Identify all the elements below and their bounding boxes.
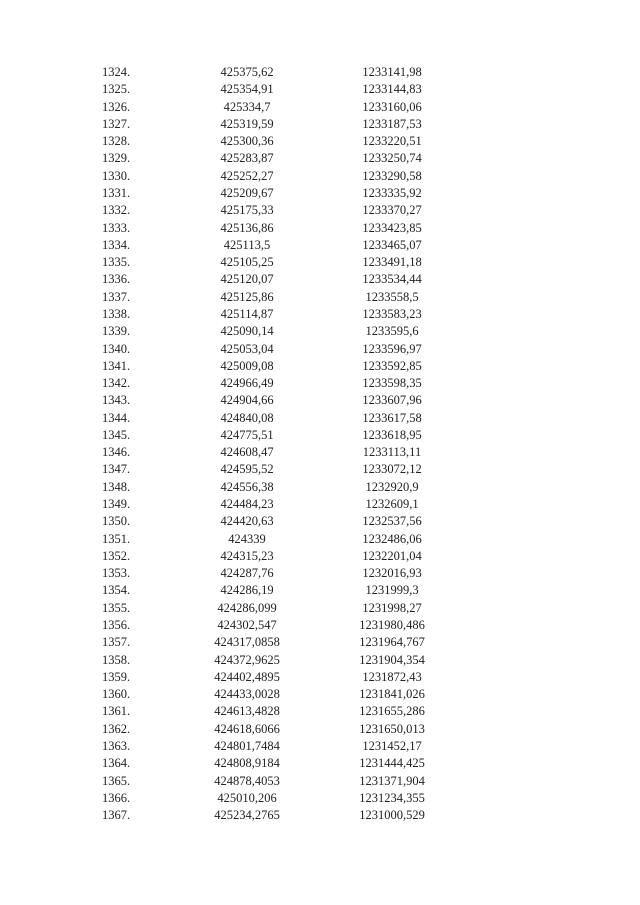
y-coordinate-cell: 1233534,44 [362,272,422,287]
point-number-cell: 1340. [102,341,131,356]
x-coordinate-cell: 424302,547 [217,618,277,632]
point-number-cell: 1324. [102,65,131,79]
x-coordinate-cell: 425090,14 [220,324,274,339]
table-row [102,548,452,565]
coordinates-table-body [102,64,452,824]
table-row [102,773,452,790]
x-coordinate-cell: 424420,63 [220,514,274,529]
point-number-cell: 1366. [102,790,131,805]
point-number-cell: 1355. [102,600,131,615]
x-coordinate-cell: 425354,91 [220,82,274,97]
y-coordinate-cell: 1233187,53 [362,116,422,131]
x-coordinate-cell: 425209,67 [220,185,274,200]
point-number-cell: 1344. [102,410,131,425]
table-row [102,133,452,150]
y-coordinate-cell: 1232537,56 [362,514,422,529]
point-number-cell: 1332. [102,203,131,218]
y-coordinate-cell: 1233144,83 [362,82,422,97]
table-row [102,306,452,323]
y-coordinate-cell: 1231904,354 [359,652,425,667]
y-coordinate-cell: 1231964,767 [359,635,425,650]
x-coordinate-cell: 424339 [228,531,266,546]
point-number-cell: 1357. [102,635,131,650]
x-coordinate-cell: 425234,2765 [214,808,280,823]
y-coordinate-cell: 1233423,85 [362,220,422,235]
y-coordinate-cell: 1233491,18 [362,255,422,270]
y-coordinate-cell: 1231999,3 [365,583,419,598]
y-coordinate-cell: 1233617,58 [362,410,422,425]
y-coordinate-cell: 1233598,35 [362,376,422,391]
y-coordinate-cell: 1231234,355 [359,790,425,805]
x-coordinate-cell: 425120,07 [220,272,274,287]
table-row [102,237,452,254]
x-coordinate-cell: 424608,47 [220,445,274,460]
point-number-cell: 1325. [102,82,131,97]
table-row [102,686,452,703]
x-coordinate-cell: 424317,0858 [214,635,280,650]
x-coordinate-cell: 424878,4053 [214,773,280,788]
x-coordinate-cell: 424840,08 [220,410,274,425]
y-coordinate-cell: 1232016,93 [362,566,422,581]
table-row [102,582,452,599]
y-coordinate-cell: 1233290,58 [362,168,422,183]
table-row [102,116,452,133]
table-row [102,150,452,167]
point-number-cell: 1330. [102,168,131,183]
y-coordinate-cell: 1233072,12 [362,462,422,477]
x-coordinate-cell: 424433,0028 [214,687,280,702]
y-coordinate-cell: 1232609,1 [365,497,419,512]
x-coordinate-cell: 425125,86 [220,289,274,304]
x-coordinate-cell: 424775,51 [220,427,274,442]
y-coordinate-cell: 1233592,85 [362,358,422,373]
y-coordinate-cell: 1231650,013 [359,721,425,736]
table-row [102,64,452,81]
x-coordinate-cell: 424966,49 [220,376,274,391]
point-number-cell: 1335. [102,255,131,270]
x-coordinate-cell: 424402,4895 [214,669,280,684]
y-coordinate-cell: 1232201,04 [362,548,422,563]
point-number-cell: 1346. [102,445,131,460]
x-coordinate-cell: 425136,86 [220,220,274,235]
table-row [102,617,452,634]
point-number-cell: 1333. [102,220,131,235]
x-coordinate-cell: 424801,7484 [214,738,280,753]
y-coordinate-cell: 1233160,06 [362,99,422,114]
point-number-cell: 1329. [102,151,131,166]
y-coordinate-cell: 1231841,026 [359,687,425,702]
point-number-cell: 1326. [102,99,131,114]
y-coordinate-cell: 1233250,74 [362,151,422,166]
y-coordinate-cell: 1233596,97 [362,341,422,356]
table-row [102,168,452,185]
x-coordinate-cell: 424904,66 [220,393,274,408]
y-coordinate-cell: 1233113,11 [362,445,422,460]
y-coordinate-cell: 1231980,486 [359,618,425,632]
x-coordinate-cell: 425283,87 [220,151,274,166]
table-row [102,755,452,772]
point-number-cell: 1339. [102,324,131,339]
x-coordinate-cell: 425053,04 [220,341,274,356]
point-number-cell: 1327. [102,116,131,131]
point-number-cell: 1351. [102,531,131,546]
table-row [102,99,452,116]
y-coordinate-cell: 1231452,17 [362,738,422,753]
table-row [102,496,452,513]
point-number-cell: 1328. [102,134,131,149]
point-number-cell: 1356. [102,618,131,632]
x-coordinate-cell: 424808,9184 [214,756,280,771]
table-row [102,669,452,686]
x-coordinate-cell: 425113,5 [223,237,271,252]
y-coordinate-cell: 1233141,98 [362,65,422,79]
table-row [102,807,452,824]
point-number-cell: 1345. [102,427,131,442]
x-coordinate-cell: 424286,099 [217,600,277,615]
y-coordinate-cell: 1233220,51 [362,134,422,149]
point-number-cell: 1359. [102,669,131,684]
y-coordinate-cell: 1231444,425 [359,756,425,771]
point-number-cell: 1349. [102,497,131,512]
y-coordinate-cell: 1231872,43 [362,669,422,684]
table-row [102,461,452,478]
point-number-cell: 1347. [102,462,131,477]
x-coordinate-cell: 425319,59 [220,116,274,131]
y-coordinate-cell: 1231655,286 [359,704,425,719]
table-row [102,703,452,720]
coordinates-table [102,64,452,824]
point-number-cell: 1365. [102,773,131,788]
point-number-cell: 1350. [102,514,131,529]
y-coordinate-cell: 1233465,07 [362,237,422,252]
x-coordinate-cell: 425010,206 [217,790,277,805]
x-coordinate-cell: 425300,36 [220,134,274,149]
y-coordinate-cell: 1233618,95 [362,427,422,442]
x-coordinate-cell: 425105,25 [220,255,274,270]
point-number-cell: 1338. [102,306,131,321]
x-coordinate-cell: 424286,19 [220,583,274,598]
table-row [102,341,452,358]
table-row [102,202,452,219]
table-row [102,81,452,98]
table-row [102,600,452,617]
x-coordinate-cell: 424556,38 [220,479,274,494]
table-row [102,323,452,340]
point-number-cell: 1364. [102,756,131,771]
table-row [102,531,452,548]
table-row [102,444,452,461]
table-row [102,220,452,237]
x-coordinate-cell: 425175,33 [220,203,274,218]
table-row [102,271,452,288]
x-coordinate-cell: 425009,08 [220,358,274,373]
table-row [102,634,452,651]
y-coordinate-cell: 1231998,27 [362,600,422,615]
x-coordinate-cell: 425334,7 [223,99,271,114]
x-coordinate-cell: 425375,62 [220,65,274,79]
table-row [102,738,452,755]
y-coordinate-cell: 1231000,529 [359,808,425,823]
y-coordinate-cell: 1232920,9 [365,479,419,494]
table-row [102,410,452,427]
table-row [102,479,452,496]
point-number-cell: 1358. [102,652,131,667]
x-coordinate-cell: 425252,27 [220,168,274,183]
y-coordinate-cell: 1233558,5 [365,289,419,304]
y-coordinate-cell: 1233335,92 [362,185,422,200]
point-number-cell: 1362. [102,721,131,736]
table-row [102,358,452,375]
table-row [102,427,452,444]
x-coordinate-cell: 424372,9625 [214,652,280,667]
y-coordinate-cell: 1233595,6 [365,324,419,339]
point-number-cell: 1361. [102,704,131,719]
point-number-cell: 1331. [102,185,131,200]
x-coordinate-cell: 425114,87 [220,306,274,321]
point-number-cell: 1354. [102,583,131,598]
table-row [102,790,452,807]
point-number-cell: 1348. [102,479,131,494]
x-coordinate-cell: 424613,4828 [214,704,280,719]
point-number-cell: 1353. [102,566,131,581]
y-coordinate-cell: 1233583,23 [362,306,422,321]
table-row [102,652,452,669]
y-coordinate-cell: 1232486,06 [362,531,422,546]
table-row [102,392,452,409]
point-number-cell: 1360. [102,687,131,702]
x-coordinate-cell: 424618,6066 [214,721,280,736]
y-coordinate-cell: 1231371,904 [359,773,425,788]
table-row [102,513,452,530]
point-number-cell: 1343. [102,393,131,408]
y-coordinate-cell: 1233370,27 [362,203,422,218]
table-row [102,289,452,306]
x-coordinate-cell: 424484,23 [220,497,274,512]
point-number-cell: 1342. [102,376,131,391]
table-row [102,721,452,738]
x-coordinate-cell: 424287,76 [220,566,274,581]
point-number-cell: 1337. [102,289,131,304]
table-row [102,375,452,392]
x-coordinate-cell: 424595,52 [220,462,274,477]
x-coordinate-cell: 424315,23 [220,548,274,563]
point-number-cell: 1367. [102,808,131,823]
table-row [102,185,452,202]
table-row [102,254,452,271]
point-number-cell: 1352. [102,548,131,563]
y-coordinate-cell: 1233607,96 [362,393,422,408]
point-number-cell: 1336. [102,272,131,287]
point-number-cell: 1363. [102,738,131,753]
table-row [102,565,452,582]
point-number-cell: 1334. [102,237,131,252]
point-number-cell: 1341. [102,358,131,373]
